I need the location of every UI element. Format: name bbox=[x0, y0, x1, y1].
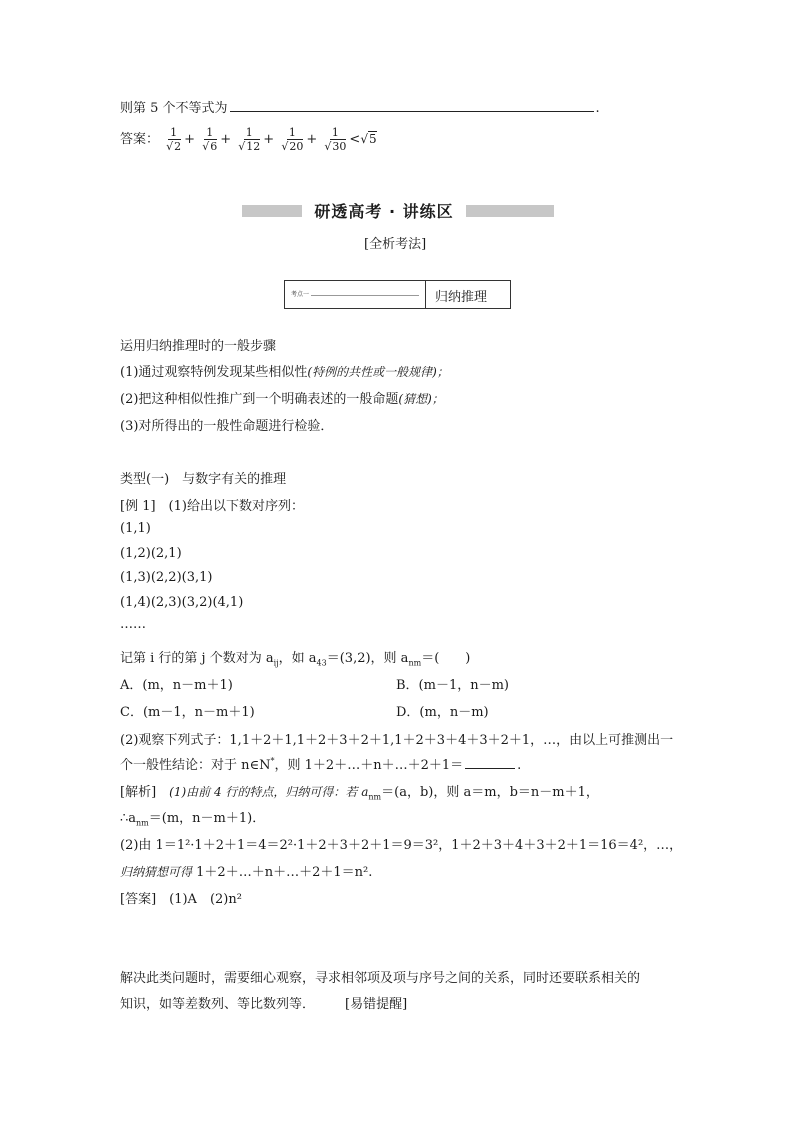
example-question: 记第 i 行的第 j 个数对为 $a_{ij}$，如 $a_{43}=(3,2)$，则 $a_{nm}=$( ) bbox=[120, 651, 471, 668]
solution-line3: (2)由 1＝1²·1＋2＋1＝4＝2²·1＋2＋3＋2＋1＝9＝3²，1＋2＋3＋4＋3＋2＋1＝16＝4²，…， bbox=[120, 838, 683, 853]
topic-box-left bbox=[285, 281, 426, 308]
plus-sign: + bbox=[263, 132, 275, 147]
sequence-row: (1,1) bbox=[120, 521, 151, 536]
steps-intro: 运用归纳推理时的一般步骤 bbox=[120, 339, 277, 354]
sqrt-five: √5 bbox=[360, 132, 377, 146]
answer-label: 答案： bbox=[120, 132, 160, 147]
answer-blank bbox=[465, 756, 515, 769]
tip-tag: [易错提醒] bbox=[345, 997, 408, 1012]
step-2: (2)把这种相似性推广到一个明确表述的一般命题(猜想)； bbox=[120, 392, 444, 407]
plus-sign: + bbox=[306, 132, 318, 147]
section-title: 研透高考 · 讲练区 bbox=[314, 202, 454, 221]
sequence-ellipsis: …… bbox=[120, 617, 146, 632]
solution-line2: $\therefore a_{nm}=(m$，n－m＋1)． bbox=[120, 811, 266, 828]
fraction-term: $\frac{1}{√20}$ bbox=[281, 126, 304, 153]
question-text: 则第 5 个不等式为 bbox=[120, 101, 228, 116]
topic-tiny-label: 考点一 bbox=[291, 291, 310, 298]
fraction-term: $\frac{1}{√30}$ bbox=[324, 126, 347, 153]
solution-label: [解析] bbox=[120, 785, 157, 800]
question-end: . bbox=[595, 101, 600, 116]
fraction-term: $\frac{1}{√12}$ bbox=[238, 126, 261, 153]
option-d: D．(m，n－m) bbox=[396, 705, 489, 720]
option-c: C．(m－1，n－m＋1) bbox=[120, 705, 255, 720]
step-1: (1)通过观察特例发现某些相似性(特例的共性或一般规律)； bbox=[120, 365, 449, 380]
section-subtitle: [全析考法] bbox=[364, 237, 427, 252]
header-bar-left bbox=[242, 205, 302, 217]
question-fifth-inequality bbox=[120, 97, 600, 116]
answer-line bbox=[120, 126, 377, 153]
plus-sign: + bbox=[220, 132, 232, 147]
plus-sign: + bbox=[184, 132, 196, 147]
fraction-term: $\frac{1}{√6}$ bbox=[202, 126, 218, 153]
type-heading: 类型(一) 与数字有关的推理 bbox=[120, 472, 287, 487]
topic-box bbox=[284, 280, 511, 309]
option-b: B．(m－1，n－m) bbox=[396, 678, 509, 693]
sequence-row: (1,4)(2,3)(3,2)(4,1) bbox=[120, 595, 244, 610]
example-label: [例 1] (1)给出以下数对序列： bbox=[120, 499, 304, 514]
answer-key: [答案] (1)A (2)n² bbox=[120, 892, 242, 907]
solution-line1: [解析] (1)由前 4 行的特点，归纳可得：若 $a_{nm}=(a$，b)，则 a＝m，b＝n－m＋1， bbox=[120, 785, 599, 802]
less-than: < bbox=[349, 132, 361, 147]
topic-tiny-rule bbox=[311, 295, 419, 296]
tip-line2: 知识，如等差数列、等比数列等． [易错提醒] bbox=[120, 997, 408, 1012]
answer-blank bbox=[230, 99, 594, 112]
sequence-row: (1,3)(2,2)(3,1) bbox=[120, 570, 213, 585]
header-bar-right bbox=[466, 205, 554, 217]
option-a: A．(m，n－m＋1) bbox=[120, 678, 233, 693]
sequence-row: (1,2)(2,1) bbox=[120, 546, 182, 561]
part2-line2: 个一般性结论：对于 n∈N*，则 1＋2＋…＋n＋…＋2＋1＝ . bbox=[120, 756, 522, 773]
part2-line1: (2)观察下列式子：1,1＋2＋1,1＋2＋3＋2＋1,1＋2＋3＋4＋3＋2＋1，…，由以上可推测出一 bbox=[120, 733, 674, 748]
topic-label: 归纳推理 bbox=[435, 290, 488, 305]
solution-line4: 归纳猜想可得 1＋2＋…＋n＋…＋2＋1＝n². bbox=[120, 865, 373, 880]
fraction-term: $\frac{1}{√2}$ bbox=[166, 126, 182, 153]
step-3: (3)对所得出的一般性命题进行检验． bbox=[120, 419, 334, 434]
tip-line1: 解决此类问题时，需要细心观察，寻求相邻项及项与序号之间的关系，同时还要联系相关的 bbox=[120, 971, 641, 986]
